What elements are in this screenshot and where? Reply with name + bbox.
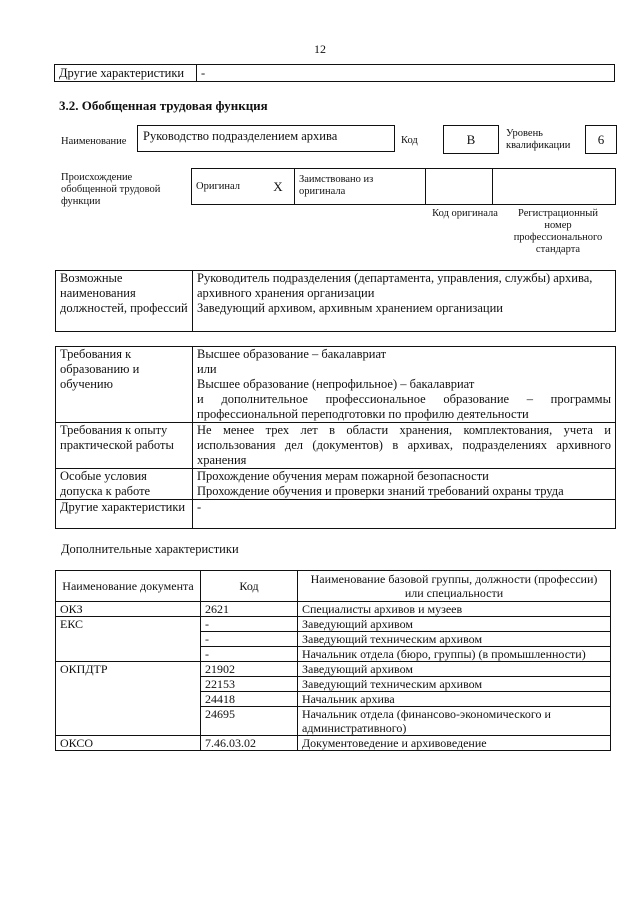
requirement-line: Прохождение обучения и проверки знаний требований охраны труда [197, 484, 564, 498]
other-characteristics-label-2: Другие характеристики [56, 500, 193, 529]
origin-reg-cell [493, 169, 616, 205]
position-line: Руководитель подразделения (департамента, управления, службы) архива, архивного хранения организации [197, 271, 593, 300]
doc-cell: ОКСО [56, 736, 201, 751]
original-label: Оригинал [192, 169, 263, 205]
code-cell: - [201, 647, 298, 662]
name-cell: Начальник отдела (финансово-экономического и административного) [298, 707, 611, 736]
table-row [56, 617, 611, 632]
borrowed-label: Заимствовано из оригинала [295, 169, 426, 205]
positions-table [55, 270, 616, 332]
positions-label: Возможные наименования должностей, профессий [56, 271, 193, 332]
position-line: Заведующий архивом, архивным хранением организации [197, 301, 503, 315]
requirement-line: Высшее образование (непрофильное) – бакалавриат [197, 377, 475, 391]
header-name: Наименование базовой группы, должности (профессии) или специальности [298, 571, 611, 602]
name-cell: Специалисты архивов и музеев [298, 602, 611, 617]
other-characteristics-top-table [54, 64, 615, 82]
level-label: Уровень квалификации [506, 128, 571, 151]
requirement-line: Прохождение обучения мерам пожарной безопасности [197, 469, 489, 483]
origin-table [191, 168, 616, 205]
additional-characteristics-table [55, 570, 611, 751]
origin-reg-caption: Регистрационный номер профессионального стандарта [513, 208, 603, 255]
name-cell: Заведующий архивом [298, 662, 611, 677]
name-cell: Заведующий техническим архивом [298, 677, 611, 692]
doc-cell: ОКЗ [56, 602, 201, 617]
code-cell: 7.46.03.02 [201, 736, 298, 751]
education-label: Требования к образованию и обучению [56, 347, 193, 423]
page-number: 12 [314, 42, 326, 56]
requirement-line: и дополнительное профессиональное образование – программы [197, 392, 611, 406]
origin-label: Происхождение обобщенной трудовой функции [61, 172, 161, 207]
doc-cell: ЕКС [56, 617, 201, 662]
requirement-line: или [197, 362, 217, 376]
requirements-table [55, 346, 616, 529]
code-label: Код [401, 135, 418, 146]
name-cell: Начальник архива [298, 692, 611, 707]
other-characteristics-value: - [197, 65, 615, 82]
table-row [56, 662, 611, 677]
additional-title: Дополнительные характеристики [61, 542, 239, 556]
experience-value: Не менее трех лет в области хранения, комплектования, учета и использования дел (документов) в архивах, подразделениях архивного хранения [193, 423, 616, 469]
origin-code-caption: Код оригинала [432, 208, 498, 219]
table-row [56, 736, 611, 751]
code-cell: 22153 [201, 677, 298, 692]
requirement-line: профессиональной переподготовки по профилю деятельности [197, 407, 529, 421]
code-cell: 21902 [201, 662, 298, 677]
education-values [193, 347, 616, 423]
name-cell: Заведующий техническим архивом [298, 632, 611, 647]
special-conditions-values [193, 469, 616, 500]
doc-cell: ОКПДТР [56, 662, 201, 736]
code-value: В [443, 125, 499, 154]
name-value: Руководство подразделением архива [137, 125, 395, 152]
other-characteristics-label: Другие характеристики [55, 65, 197, 82]
level-value: 6 [585, 125, 617, 154]
code-cell: - [201, 617, 298, 632]
code-cell: 24418 [201, 692, 298, 707]
header-document: Наименование документа [56, 571, 201, 602]
original-mark: X [262, 169, 295, 205]
code-cell: 24695 [201, 707, 298, 736]
special-conditions-label: Особые условия допуска к работе [56, 469, 193, 500]
code-cell: 2621 [201, 602, 298, 617]
name-label: Наименование [61, 136, 127, 147]
requirement-line: Высшее образование – бакалавриат [197, 347, 387, 361]
other-characteristics-value-2: - [193, 500, 616, 529]
positions-values [193, 271, 616, 332]
header-code: Код [201, 571, 298, 602]
name-cell: Документоведение и архивоведение [298, 736, 611, 751]
name-cell: Заведующий архивом [298, 617, 611, 632]
code-cell: - [201, 632, 298, 647]
name-cell: Начальник отдела (бюро, группы) (в промышленности) [298, 647, 611, 662]
experience-label: Требования к опыту практической работы [56, 423, 193, 469]
section-title: 3.2. Обобщенная трудовая функция [59, 98, 268, 113]
table-row [56, 602, 611, 617]
origin-code-cell [426, 169, 493, 205]
